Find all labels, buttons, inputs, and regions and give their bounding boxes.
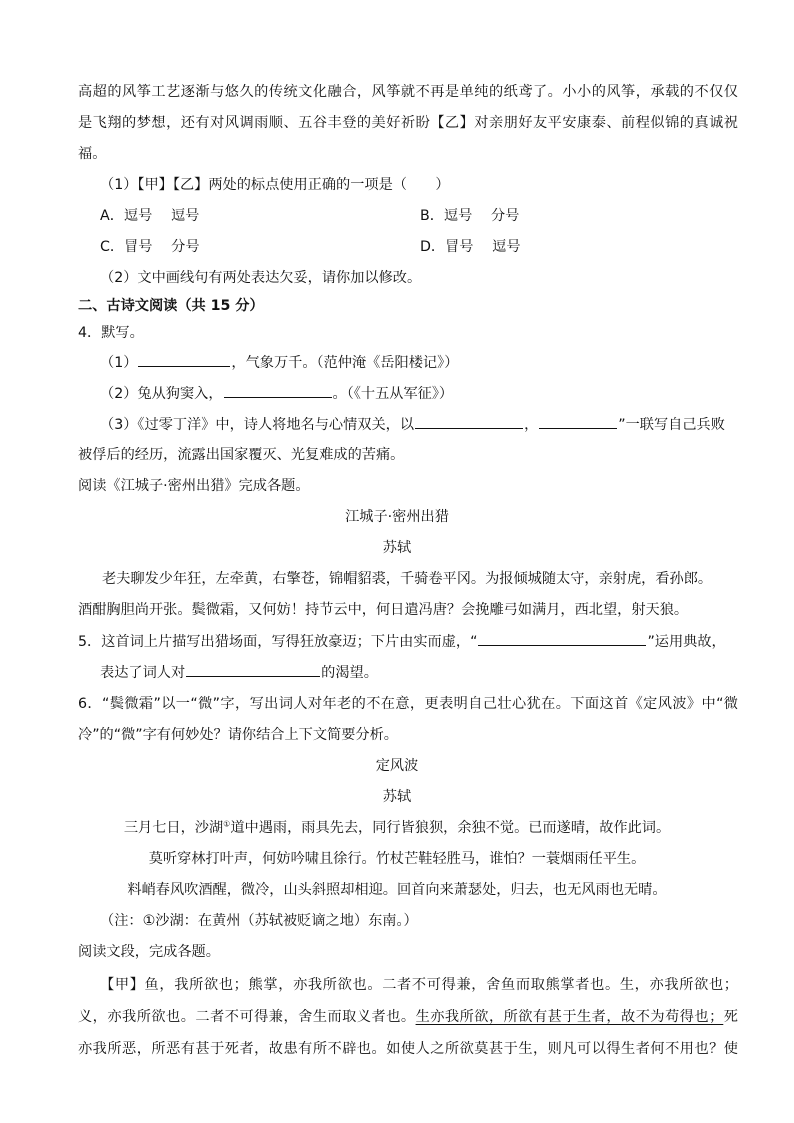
q4-sub3-line2: 被俘后的经历，流露出国家覆灭、光复难成的苦痛。: [78, 447, 405, 463]
q4-sub2: [100, 383, 453, 404]
q5-line2-suffix: 的渴望。: [321, 665, 378, 681]
poem2-title: 定风波: [375, 758, 419, 774]
answer-blank[interactable]: [415, 414, 523, 429]
q4-sub1-suffix: ，气象万千。（范仲淹《岳阳楼记》）: [231, 355, 459, 371]
q5-line-1: [78, 631, 726, 652]
poem2-note: （注：①沙湖：在黄州（苏轼被贬谪之地）东南。）: [100, 913, 418, 929]
q5-line2-prefix: 表达了词人对: [100, 665, 186, 681]
q3-option-a[interactable]: A．逗号 逗号: [100, 208, 200, 224]
q6-line-1: 6．“鬓微霜”以一“微”字，写出词人对年老的不在意，更表明自己壮心犹在。下面这首《定风波》中“微: [78, 696, 738, 712]
passage-line-1: 高超的风筝工艺逐渐与悠久的传统文化融合，风筝就不再是单纯的纸鸢了。小小的风筝，承载的不仅仅: [78, 84, 738, 100]
answer-blank[interactable]: [224, 383, 332, 398]
poem-author: 苏轼: [382, 540, 412, 556]
excerpt-line-3: 亦我所恶，所恶有甚于死者，故患有所不辟也。如使人之所欲莫甚于生，则凡可以得生者何不用也？使: [78, 1041, 738, 1057]
q3-sub2: （2）文中画线句有两处表达欠妥，请你加以修改。: [100, 270, 422, 286]
q4-sub2-prefix: （2）兔从狗窦入，: [100, 386, 223, 402]
passage-line-3: 福。: [78, 146, 107, 162]
q3-option-c[interactable]: C．冒号 分号: [100, 239, 200, 255]
excerpt-line2-b: 死: [723, 1009, 738, 1025]
q4-sub2-suffix: 。（《十五从军征》）: [332, 386, 454, 402]
reading-intro: 阅读《江城子·密州出猎》完成各题。: [78, 478, 310, 494]
preface-part-b: 道中遇雨，雨具先去，同行皆狼狈，余独不觉。已而遂晴，故作此词。: [230, 820, 671, 836]
answer-blank[interactable]: [478, 631, 646, 646]
excerpt-line-2: [78, 1007, 738, 1027]
q4-sub3-mid: ，: [524, 417, 539, 433]
poem2-author: 苏轼: [382, 789, 412, 805]
poem2-line-1: 莫听穿林打叶声，何妨吟啸且徐行。竹杖芒鞋轻胜马，谁怕？一蓑烟雨任平生。: [148, 851, 646, 867]
poem-line-1: 老夫聊发少年狂，左牵黄，右擎苍，锦帽貂裘，千骑卷平冈。为报倾城随太守，亲射虎，看孙郎。: [102, 571, 713, 587]
q5-line-2: [100, 662, 378, 683]
excerpt-line2-a: 义，亦我所欲也。二者不可得兼，舍生而取义者也。: [78, 1009, 416, 1025]
q3-option-b[interactable]: B．逗号 分号: [420, 208, 520, 224]
reading-intro-2: 阅读文段，完成各题。: [78, 944, 220, 960]
q4-sub1: [100, 352, 458, 373]
q5-prefix: 5．这首词上片描写出猎场面，写得狂放豪迈；下片由实而虚，“: [78, 634, 478, 650]
q3-option-d[interactable]: D．冒号 逗号: [420, 239, 521, 255]
answer-blank[interactable]: [138, 352, 230, 367]
q4-sub3-prefix: （3）《过零丁洋》中，诗人将地名与心情双关，以: [100, 417, 415, 433]
q4-sub3: [100, 414, 725, 435]
q4-number: 4．默写。: [78, 325, 144, 341]
section-title: 二、古诗文阅读（共 15 分）: [78, 298, 264, 314]
q6-line-2: 冷”的“微”字有何妙处？请你结合上下文简要分析。: [78, 727, 398, 743]
q4-sub1-prefix: （1）: [100, 355, 138, 371]
q4-sub3-suffix: ”一联写自己兵败: [618, 417, 725, 433]
q3-sub1: （1）【甲】【乙】两处的标点使用正确的一项是（ ）: [100, 177, 450, 193]
excerpt-line-1: 【甲】鱼，我所欲也；熊掌，亦我所欲也。二者不可得兼，舍鱼而取熊掌者也。生，亦我所欲也；: [100, 977, 738, 993]
q5-suffix: ”运用典故，: [647, 634, 726, 650]
answer-blank[interactable]: [539, 414, 617, 429]
poem2-preface: [0, 818, 794, 838]
preface-part-a: 三月七日，沙湖: [123, 820, 224, 836]
passage-line-2: 是飞翔的梦想，还有对风调雨顺、五谷丰登的美好祈盼【乙】对亲朋好友平安康泰、前程似锦的真诚祝: [78, 115, 738, 131]
underlined-sentence: 生亦我所欲，所欲有甚于生者，故不为苟得也；: [415, 1009, 724, 1025]
footnote-marker: ①: [223, 819, 231, 829]
poem2-line-2: 料峭春风吹酒醒，微冷，山头斜照却相迎。回首向来萧瑟处，归去，也无风雨也无晴。: [127, 882, 667, 898]
poem-line-2: 酒酣胸胆尚开张。鬓微霜，又何妨！持节云中，何日遣冯唐？会挽雕弓如满月，西北望，射天狼。: [78, 602, 689, 618]
poem-title: 江城子·密州出猎: [345, 509, 449, 525]
answer-blank[interactable]: [186, 662, 320, 677]
